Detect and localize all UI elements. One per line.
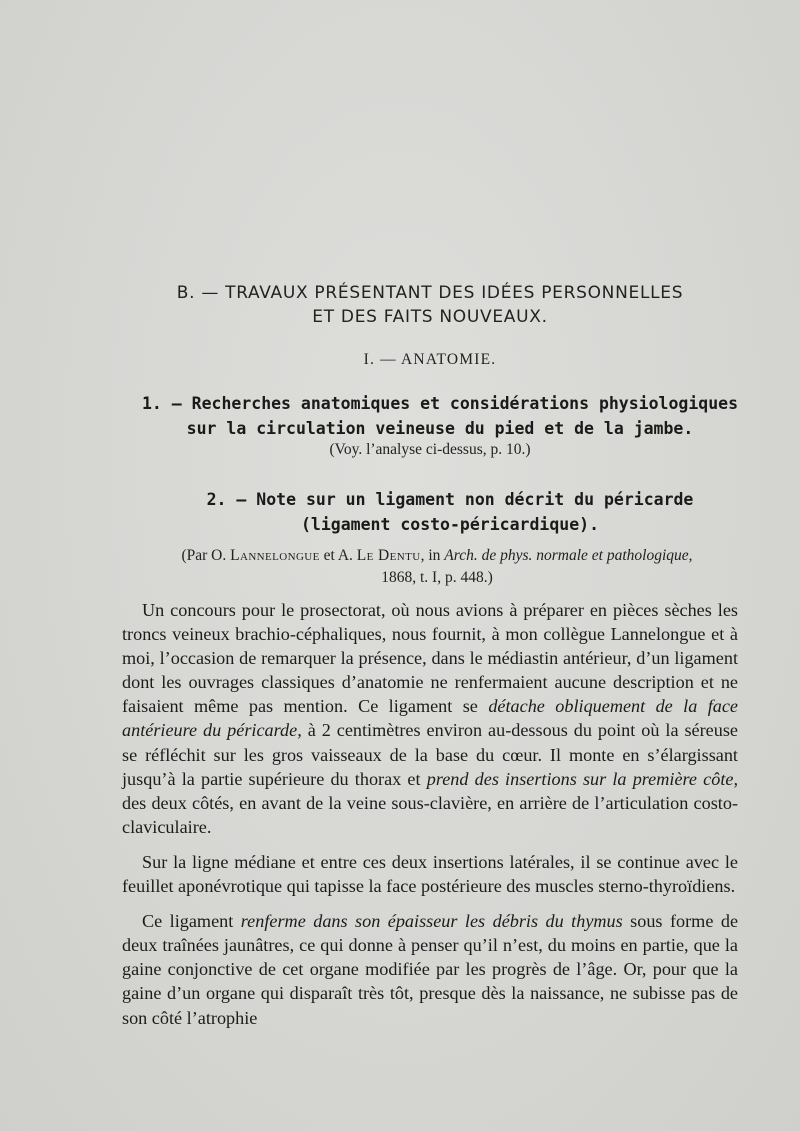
item-2-title	[170, 487, 730, 537]
paragraph-3	[122, 909, 738, 1029]
item-2-title-line-1: 2. — Note sur un ligament non décrit du péricarde	[206, 490, 694, 509]
item-1-title-line-1: 1. — Recherches anatomiques et considérations physiologiques	[141, 394, 739, 413]
ref-and: et A.	[323, 547, 353, 564]
paragraph-1	[122, 598, 738, 839]
paragraph-2: Sur la ligne médiane et entre ces deux insertions latérales, il se continue avec le feuillet aponévrotique qui tapisse la face postérieure des muscles sterno-thyroïdiens.	[122, 851, 738, 897]
item-2-reference-line-2: 1868, t. I, p. 448.)	[381, 569, 493, 586]
p3-text-b: sous forme de deux traînées jaunâtres, ce qui donne à penser qu’il n’est, du moins en partie, que la gaine conjonctive de cet organe modifiée par les progrès de l’âge. Or, pour que la gaine d’un organe qui disparaît très tôt, presque dès la naissance, ne subisse pas de son côté l’atrophie	[122, 911, 739, 1028]
p1-emphasis-1: détache obliquement de la face antérieure du péricarde,	[122, 696, 739, 741]
author-lannelongue: Lannelongue	[230, 547, 320, 564]
ref-in: , in	[420, 547, 441, 564]
item-2-reference-line-1	[112, 545, 762, 567]
item-1-title	[120, 391, 760, 441]
body-text	[122, 598, 738, 1041]
item-2-reference	[112, 545, 762, 589]
p3-text-a: Ce ligament	[142, 911, 234, 932]
p1-text-a: Un concours pour le prosectorat, où nous avions à préparer en pièces sèches les troncs veineux brachio-céphaliques, nous fournit, à mon collègue Lannelongue et à moi, l’occasion de remarquer la présence, dans le médiastin antérieur, d’un ligament dont les ouvrages classiques d’anatomie ne renfermaient aucune description et ne faisaient même pas mention. Ce ligament se	[122, 600, 738, 717]
subsection-heading: I. — ANATOMIE.	[363, 351, 497, 368]
item-1-reference: (Voy. l’analyse ci-dessus, p. 10.)	[329, 441, 531, 458]
ref-suffix: ,	[688, 547, 693, 564]
p1-text-c: des deux côtés, en avant de la veine sous-clavière, en arrière de l’articulation costo-claviculaire.	[122, 792, 738, 837]
p3-emphasis: renferme dans son épaisseur les débris du thymus	[240, 911, 623, 932]
item-1-title-line-2: sur la circulation veineuse du pied et de la jambe.	[186, 419, 694, 438]
item-2-title-line-2: (ligament costo-péricardique).	[300, 515, 599, 534]
section-heading-line-2: ET DES FAITS NOUVEAUX.	[312, 307, 548, 327]
section-heading	[0, 281, 800, 329]
author-le-dentu: Le Dentu	[356, 547, 421, 564]
p1-text-b: à 2 centimètres environ au-dessous du point où la séreuse se réfléchit sur les gros vaisseaux de la base du cœur. Il monte en s’élargissant jusqu’à la partie supérieure du thorax et	[122, 720, 738, 789]
journal-name: Arch. de phys. normale et pathologique	[444, 547, 689, 564]
ref-prefix: (Par O.	[181, 547, 227, 564]
p1-emphasis-2: prend des insertions sur la première côte,	[426, 768, 738, 789]
section-heading-line-1: B. — TRAVAUX PRÉSENTANT DES IDÉES PERSONNELLES	[176, 283, 684, 303]
